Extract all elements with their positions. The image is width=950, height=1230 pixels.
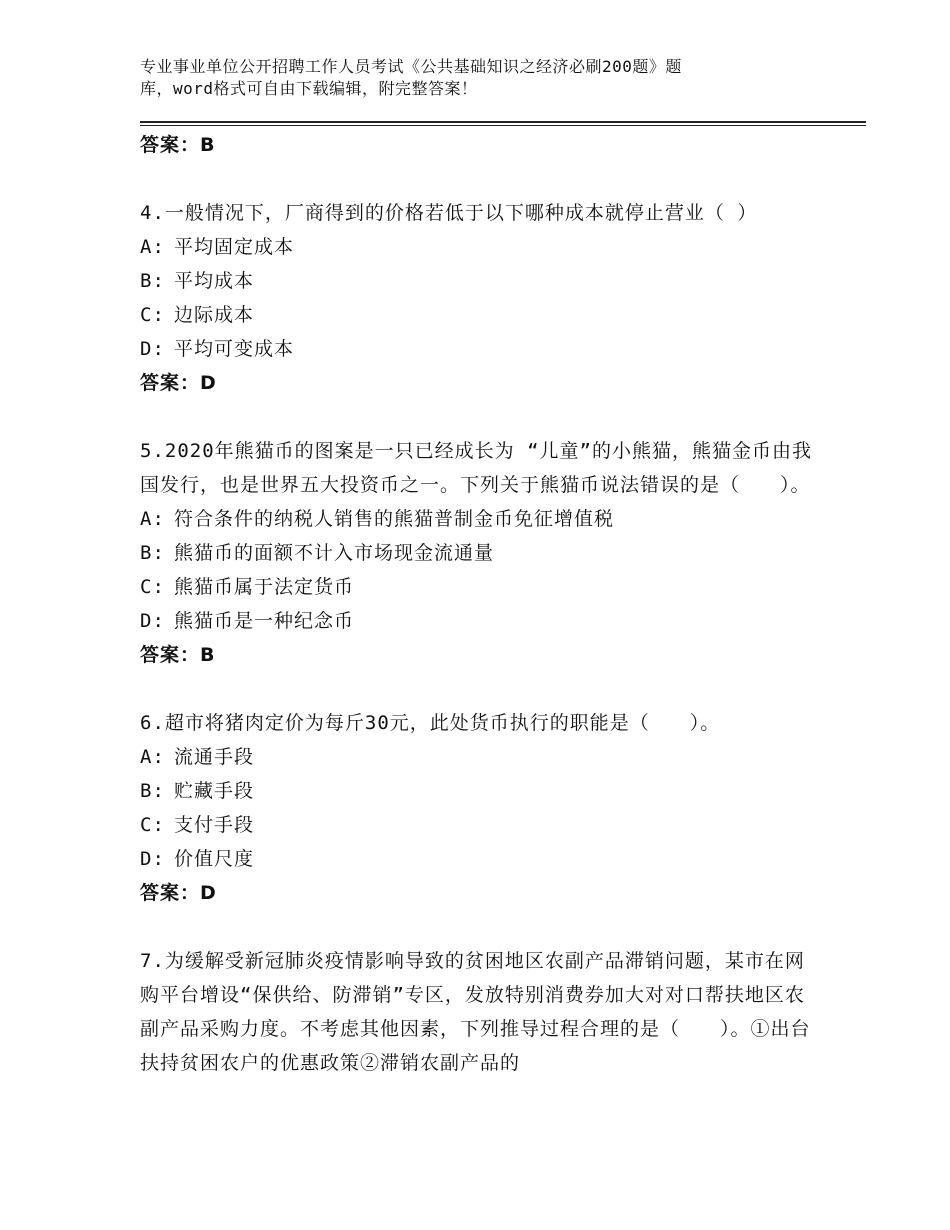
option-letter: D: [140, 848, 165, 870]
option-d [140, 332, 820, 366]
answer-label: 答案：B [140, 644, 216, 666]
option-text: 熊猫币的面额不计入市场现金流通量 [174, 542, 495, 564]
header-line-1: 专业事业单位公开招聘工作人员考试《公共基础知识之经济必刷200题》题 [140, 57, 682, 76]
option-d [140, 842, 820, 876]
option-c [140, 570, 820, 604]
option-letter: A: [140, 236, 165, 258]
option-text: 平均固定成本 [174, 236, 295, 258]
option-letter: C: [140, 304, 165, 326]
option-d [140, 604, 820, 638]
option-a [140, 740, 820, 774]
document-body [140, 128, 820, 1080]
option-text: 流通手段 [174, 746, 255, 768]
option-text: 熊猫币属于法定货币 [174, 576, 355, 598]
option-text: 价值尺度 [174, 848, 255, 870]
option-letter: A: [140, 746, 165, 768]
option-letter: C: [140, 576, 165, 598]
question-text: 4.一般情况下，厂商得到的价格若低于以下哪种成本就停止营业（ ） [140, 202, 758, 224]
option-text: 平均可变成本 [174, 338, 295, 360]
question-block [140, 434, 820, 672]
header-divider-thick [140, 121, 866, 123]
option-letter: D: [140, 610, 165, 632]
option-letter: B: [140, 542, 165, 564]
option-letter: B: [140, 270, 165, 292]
option-a [140, 502, 820, 536]
option-letter: D: [140, 338, 165, 360]
answer-label: 答案：B [140, 134, 216, 156]
option-b [140, 536, 820, 570]
option-text: 符合条件的纳税人销售的熊猫普制金币免征增值税 [174, 508, 615, 530]
option-text: 熊猫币是一种纪念币 [174, 610, 355, 632]
option-letter: B: [140, 780, 165, 802]
option-text: 支付手段 [174, 814, 255, 836]
question-block [140, 706, 820, 910]
option-text: 贮藏手段 [174, 780, 255, 802]
option-b [140, 264, 820, 298]
question-block [140, 944, 820, 1080]
header-divider-thin [140, 125, 866, 126]
question-text: 5.2020年熊猫币的图案是一只已经成长为 “儿童”的小熊猫，熊猫金币由我国发行，也是世界五大投资币之一。下列关于熊猫币说法错误的是（ ）。 [140, 440, 812, 496]
option-letter: A: [140, 508, 165, 530]
option-a [140, 230, 820, 264]
question-text: 6.超市将猪肉定价为每斤30元，此处货币执行的职能是（ ）。 [140, 712, 721, 734]
option-c [140, 298, 820, 332]
question-text: 7.为缓解受新冠肺炎疫情影响导致的贫困地区农副产品滞销问题，某市在网购平台增设“保供给、防滞销”专区，发放特别消费券加大对对口帮扶地区农副产品采购力度。不考虑其他因素，下列推导过程合理的是（ ）。①出台扶持贫困农户的优惠政策②滞销农副产品的 [140, 950, 811, 1074]
question-block [140, 196, 820, 400]
option-text: 边际成本 [174, 304, 255, 326]
document-header [140, 56, 780, 100]
header-line-2: 库，word格式可自由下载编辑，附完整答案！ [140, 79, 478, 98]
option-c [140, 808, 820, 842]
option-text: 平均成本 [174, 270, 255, 292]
answer-label: 答案：D [140, 372, 217, 394]
option-b [140, 774, 820, 808]
answer-label: 答案：D [140, 882, 217, 904]
option-letter: C: [140, 814, 165, 836]
